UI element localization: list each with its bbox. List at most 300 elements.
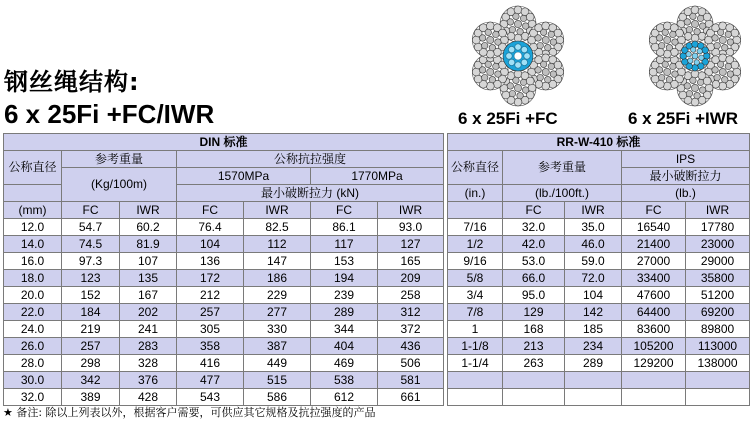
din-sub-header: IWR xyxy=(378,202,444,219)
rrw-empty-cell xyxy=(686,389,750,406)
rope-caption-iwr: 6 x 25Fi +IWR xyxy=(628,109,739,128)
din-cell: 342 xyxy=(62,372,120,389)
din-sub-header: FC xyxy=(62,202,120,219)
wire xyxy=(517,28,523,34)
wire xyxy=(691,98,699,106)
wire xyxy=(719,54,727,62)
din-cell: 26.0 xyxy=(4,338,62,355)
wire xyxy=(663,22,671,30)
rrw-cell: 35.0 xyxy=(565,219,622,236)
wire xyxy=(658,74,664,80)
din-table-row xyxy=(4,236,444,253)
rrw-cell: 5/8 xyxy=(448,270,503,287)
din-cell: 581 xyxy=(378,372,444,389)
din-col-weight: 参考重量 xyxy=(62,151,177,168)
wire xyxy=(542,36,549,43)
wire xyxy=(542,22,550,30)
fiber-yarn xyxy=(506,53,512,59)
rrw-table-row xyxy=(448,304,750,321)
din-cell: 515 xyxy=(244,372,311,389)
wire xyxy=(554,29,562,37)
wire xyxy=(731,29,739,37)
rrw-cell: 53.0 xyxy=(503,253,565,270)
din-cell: 117 xyxy=(311,236,378,253)
wire xyxy=(485,29,491,35)
wire xyxy=(485,61,491,67)
din-sub-header: IWR xyxy=(120,202,177,219)
din-cell: 298 xyxy=(62,355,120,372)
wire xyxy=(556,36,564,44)
din-cell: 312 xyxy=(378,304,444,321)
rrw-cell: 104 xyxy=(565,287,622,304)
wire xyxy=(692,41,699,48)
din-cell: 277 xyxy=(244,304,311,321)
wire xyxy=(649,68,657,76)
wire xyxy=(507,19,513,25)
din-cell: 477 xyxy=(177,372,244,389)
wire xyxy=(502,91,510,99)
wire xyxy=(733,68,741,76)
wire xyxy=(686,52,691,57)
wire xyxy=(542,68,549,75)
din-cell: 229 xyxy=(244,287,311,304)
wire xyxy=(719,22,727,30)
fiber-yarn xyxy=(514,52,522,60)
din-table-row xyxy=(4,372,444,389)
din-empty-cell xyxy=(4,185,62,202)
wire xyxy=(495,71,501,77)
wire xyxy=(548,63,554,69)
wire xyxy=(712,67,718,73)
din-cell: 372 xyxy=(378,321,444,338)
din-table-row xyxy=(4,287,444,304)
din-cell: 22.0 xyxy=(4,304,62,321)
wire xyxy=(535,67,541,73)
rrw-table-row xyxy=(448,287,750,304)
din-cell: 202 xyxy=(120,304,177,321)
wire xyxy=(514,98,522,106)
din-cell: 86.1 xyxy=(311,219,378,236)
wire xyxy=(722,76,728,82)
din-grade-1770: 1770MPa xyxy=(311,168,444,185)
din-cell: 18.0 xyxy=(4,270,62,287)
wire xyxy=(725,31,731,37)
wire xyxy=(694,28,700,34)
wire xyxy=(691,6,699,14)
rrw-sub-header: IWR xyxy=(686,202,750,219)
rrw-cell: 69200 xyxy=(686,304,750,321)
footnote: ★ 备注: 除以上列表以外，根据客户需要，可供应其它规格及抗拉强度的产品 xyxy=(3,406,376,419)
wire xyxy=(717,29,723,35)
wire xyxy=(535,35,541,41)
rrw-cell: 168 xyxy=(503,321,565,338)
din-cell: 184 xyxy=(62,304,120,321)
wire xyxy=(663,82,671,90)
wire xyxy=(691,47,696,52)
rrw-table-row xyxy=(448,253,750,270)
din-cell: 30.0 xyxy=(4,372,62,389)
rrw-cell: 89800 xyxy=(686,321,750,338)
rrw-empty-cell xyxy=(686,372,750,389)
wire xyxy=(717,61,723,67)
wire xyxy=(540,61,546,67)
din-cell: 344 xyxy=(311,321,378,338)
din-cell: 387 xyxy=(244,338,311,355)
rrw-sub-header: FC xyxy=(503,202,565,219)
rrw-empty-cell xyxy=(622,389,686,406)
din-cell: 81.9 xyxy=(120,236,177,253)
rrw-table-row xyxy=(448,338,750,355)
rrw-cell: 51200 xyxy=(686,287,750,304)
wire xyxy=(677,36,685,44)
wire xyxy=(702,47,709,54)
rrw-cell: 3/4 xyxy=(448,287,503,304)
din-cell: 127 xyxy=(378,236,444,253)
rrw-empty-cell xyxy=(503,389,565,406)
wire xyxy=(697,49,702,54)
din-cell: 112 xyxy=(244,236,311,253)
rrw-sub-header: IWR xyxy=(565,202,622,219)
rrw-cell: 263 xyxy=(503,355,565,372)
wire xyxy=(664,36,671,43)
rrw-cell: 21400 xyxy=(622,236,686,253)
din-cell: 538 xyxy=(311,372,378,389)
wire xyxy=(513,77,519,83)
wire xyxy=(540,29,546,35)
din-sub-header: FC xyxy=(311,202,378,219)
rrw-group-title: RR-W-410 标准 xyxy=(448,134,750,151)
wire xyxy=(486,50,494,58)
wire xyxy=(682,59,689,66)
rrw-cell: 32.0 xyxy=(503,219,565,236)
din-cell: 305 xyxy=(177,321,244,338)
rrw-cell: 213 xyxy=(503,338,565,355)
wire xyxy=(658,42,664,48)
wire xyxy=(517,92,523,98)
din-cell: 258 xyxy=(378,287,444,304)
wire xyxy=(486,82,494,90)
din-cell: 376 xyxy=(120,372,177,389)
rrw-cell: 29000 xyxy=(686,253,750,270)
wire xyxy=(520,79,526,85)
rrw-empty-cell xyxy=(448,389,503,406)
wire xyxy=(688,58,693,63)
din-sub-header: IWR xyxy=(244,202,311,219)
din-cell: 16.0 xyxy=(4,253,62,270)
wire xyxy=(684,83,690,89)
rrw-cell: 129 xyxy=(503,304,565,321)
rrw-empty-cell xyxy=(565,372,622,389)
din-cell: 152 xyxy=(62,287,120,304)
din-grade-1570: 1570MPa xyxy=(177,168,311,185)
rrw-cell: 35800 xyxy=(686,270,750,287)
wire xyxy=(714,42,720,48)
wire xyxy=(509,90,515,96)
rrw-cell: 234 xyxy=(565,338,622,355)
rrw-cell: 27000 xyxy=(622,253,686,270)
rrw-cell: 129200 xyxy=(622,355,686,372)
din-cell: 14.0 xyxy=(4,236,62,253)
wire xyxy=(692,64,699,71)
din-cell: 257 xyxy=(62,338,120,355)
wire xyxy=(662,29,668,35)
rrw-cell: 1-1/4 xyxy=(448,355,503,372)
wire xyxy=(727,71,733,77)
din-cell: 506 xyxy=(378,355,444,372)
wire xyxy=(691,84,698,91)
rrw-cell: 47600 xyxy=(622,287,686,304)
din-cell: 289 xyxy=(311,304,378,321)
wire xyxy=(714,74,720,80)
din-cell: 543 xyxy=(177,389,244,406)
din-cell: 209 xyxy=(378,270,444,287)
rrw-col-breaking: 最小破断拉力 xyxy=(622,168,750,185)
rrw-cell: 95.0 xyxy=(503,287,565,304)
din-cell: 32.0 xyxy=(4,389,62,406)
rrw-empty-cell xyxy=(565,389,622,406)
wire xyxy=(479,35,485,41)
wire xyxy=(694,60,699,65)
wire xyxy=(472,36,480,44)
wire xyxy=(666,76,672,82)
fiber-yarn xyxy=(508,59,514,65)
rrw-cell: 142 xyxy=(565,304,622,321)
rrw-sub-header: FC xyxy=(622,202,686,219)
din-table-row xyxy=(4,270,444,287)
wire xyxy=(493,63,499,69)
wire xyxy=(522,87,528,93)
wire xyxy=(719,36,726,43)
wire xyxy=(679,91,687,99)
rrw-cell: 185 xyxy=(565,321,622,338)
din-table-row xyxy=(4,253,444,270)
rrw-cell: 105200 xyxy=(622,338,686,355)
rrw-empty-cell xyxy=(503,372,565,389)
wire xyxy=(684,19,690,25)
wire xyxy=(522,23,528,29)
rrw-cell: 289 xyxy=(565,355,622,372)
wire xyxy=(472,68,480,76)
din-spec-table xyxy=(3,133,444,406)
wire xyxy=(677,68,685,76)
rrw-cell: 33400 xyxy=(622,270,686,287)
din-cell: 328 xyxy=(120,355,177,372)
wire xyxy=(675,29,683,37)
wire xyxy=(699,55,704,60)
din-cell: 93.0 xyxy=(378,219,444,236)
din-cell: 135 xyxy=(120,270,177,287)
wire xyxy=(474,43,482,51)
wire xyxy=(705,36,713,44)
wire xyxy=(699,87,705,93)
din-group-title: DIN 标准 xyxy=(4,134,444,151)
wire xyxy=(670,31,676,37)
rrw-cell: 7/8 xyxy=(448,304,503,321)
wire xyxy=(697,15,703,21)
din-col-diameter: 公称直径 xyxy=(4,151,62,185)
wire xyxy=(670,63,676,69)
wire xyxy=(481,42,487,48)
rrw-cell: 16540 xyxy=(622,219,686,236)
wire xyxy=(649,36,657,44)
din-cell: 147 xyxy=(244,253,311,270)
din-cell: 136 xyxy=(177,253,244,270)
wire xyxy=(514,6,522,14)
din-sub-header: FC xyxy=(177,202,244,219)
rrw-empty-row xyxy=(448,389,750,406)
wire xyxy=(664,68,671,75)
din-table-row xyxy=(4,321,444,338)
wire xyxy=(489,44,495,50)
wire xyxy=(545,76,551,82)
rrw-cell: 138000 xyxy=(686,355,750,372)
wire xyxy=(666,44,672,50)
din-cell: 20.0 xyxy=(4,287,62,304)
wire xyxy=(474,75,482,83)
wire xyxy=(651,75,659,83)
wire xyxy=(509,26,515,32)
wire xyxy=(498,29,506,37)
wire xyxy=(712,35,718,41)
fiber-yarn xyxy=(521,59,527,65)
din-cell: 283 xyxy=(120,338,177,355)
rrw-cell: 9/16 xyxy=(448,253,503,270)
rrw-cell: 7/16 xyxy=(448,219,503,236)
rrw-cell: 1/2 xyxy=(448,236,503,253)
wire xyxy=(481,74,487,80)
din-cell: 612 xyxy=(311,389,378,406)
din-cell: 12.0 xyxy=(4,219,62,236)
din-cell: 153 xyxy=(311,253,378,270)
wire xyxy=(500,36,508,44)
rrw-table-row xyxy=(448,321,750,338)
rrw-spec-table xyxy=(447,133,750,406)
rrw-cell: 59.0 xyxy=(565,253,622,270)
wire xyxy=(699,23,705,29)
din-table-row xyxy=(4,219,444,236)
din-cell: 123 xyxy=(62,270,120,287)
wire xyxy=(691,20,698,27)
din-cell: 186 xyxy=(244,270,311,287)
rrw-cell: 17780 xyxy=(686,219,750,236)
wire xyxy=(703,77,711,85)
din-cell: 404 xyxy=(311,338,378,355)
din-cell: 60.2 xyxy=(120,219,177,236)
rrw-cell: 1 xyxy=(448,321,503,338)
wire xyxy=(526,13,534,21)
wire xyxy=(487,68,494,75)
wire xyxy=(514,20,521,27)
wire xyxy=(672,71,678,77)
rrw-table-row xyxy=(448,270,750,287)
wire xyxy=(697,79,703,85)
wire xyxy=(686,90,692,96)
wire xyxy=(719,82,727,90)
rrw-empty-cell xyxy=(448,202,503,219)
wire xyxy=(513,13,519,19)
din-col-weight-unit: (Kg/100m) xyxy=(62,168,177,202)
din-cell: 104 xyxy=(177,236,244,253)
din-table-row xyxy=(4,355,444,372)
rrw-cell: 23000 xyxy=(686,236,750,253)
rope-diagram-iwr xyxy=(643,4,747,108)
din-cell: 449 xyxy=(244,355,311,372)
wire xyxy=(479,67,485,73)
wire xyxy=(487,36,494,43)
rrw-col-weight-unit: (lb./100ft.) xyxy=(503,185,622,202)
wire xyxy=(662,61,668,67)
wire xyxy=(489,76,495,82)
wire xyxy=(719,68,726,75)
rope-caption-fc: 6 x 25Fi +FC xyxy=(458,109,558,128)
fiber-yarn xyxy=(515,62,521,68)
wire xyxy=(493,31,499,37)
page-title-cn: 钢丝绳结构: xyxy=(4,68,140,96)
din-cell: 54.7 xyxy=(62,219,120,236)
din-cell: 97.3 xyxy=(62,253,120,270)
wire xyxy=(507,83,513,89)
din-col-strength: 公称抗拉强度 xyxy=(177,151,444,168)
wire xyxy=(725,63,731,69)
din-cell: 212 xyxy=(177,287,244,304)
din-cell: 74.5 xyxy=(62,236,120,253)
wire xyxy=(550,71,556,77)
wire xyxy=(690,77,696,83)
rrw-col-diameter: 公称直径 xyxy=(448,151,503,185)
wire xyxy=(528,84,536,92)
din-cell: 172 xyxy=(177,270,244,287)
rrw-cell: 72.0 xyxy=(565,270,622,287)
wire xyxy=(545,44,551,50)
rrw-cell: 113000 xyxy=(686,338,750,355)
wire xyxy=(656,35,662,41)
din-cell: 436 xyxy=(378,338,444,355)
din-cell: 358 xyxy=(177,338,244,355)
rrw-cell: 46.0 xyxy=(565,236,622,253)
wire xyxy=(651,43,659,51)
wire xyxy=(703,53,710,60)
din-col-breaking: 最小破断拉力 (kN) xyxy=(177,185,444,202)
wire xyxy=(694,92,700,98)
din-cell: 82.5 xyxy=(244,219,311,236)
fiber-yarn xyxy=(508,46,514,52)
din-table-row xyxy=(4,338,444,355)
wire xyxy=(727,39,733,45)
wire xyxy=(692,53,698,59)
wire xyxy=(537,74,543,80)
din-cell: 586 xyxy=(244,389,311,406)
din-table-row xyxy=(4,389,444,406)
wire xyxy=(731,61,739,69)
rrw-cell: 42.0 xyxy=(503,236,565,253)
rrw-empty-row xyxy=(448,372,750,389)
din-cell: 165 xyxy=(378,253,444,270)
wire xyxy=(495,39,501,45)
din-col-diameter-unit: (mm) xyxy=(4,202,62,219)
din-cell: 239 xyxy=(311,287,378,304)
page-title-en: 6 x 25Fi +FC/IWR xyxy=(4,99,215,129)
din-cell: 330 xyxy=(244,321,311,338)
wire xyxy=(680,53,687,60)
fiber-yarn xyxy=(521,46,527,52)
din-cell: 257 xyxy=(177,304,244,321)
wire xyxy=(656,67,662,73)
rrw-table-row xyxy=(448,355,750,372)
wire xyxy=(686,26,692,32)
rrw-table-row xyxy=(448,219,750,236)
wire xyxy=(722,44,728,50)
rrw-col-diameter-unit: (in.) xyxy=(448,185,503,202)
